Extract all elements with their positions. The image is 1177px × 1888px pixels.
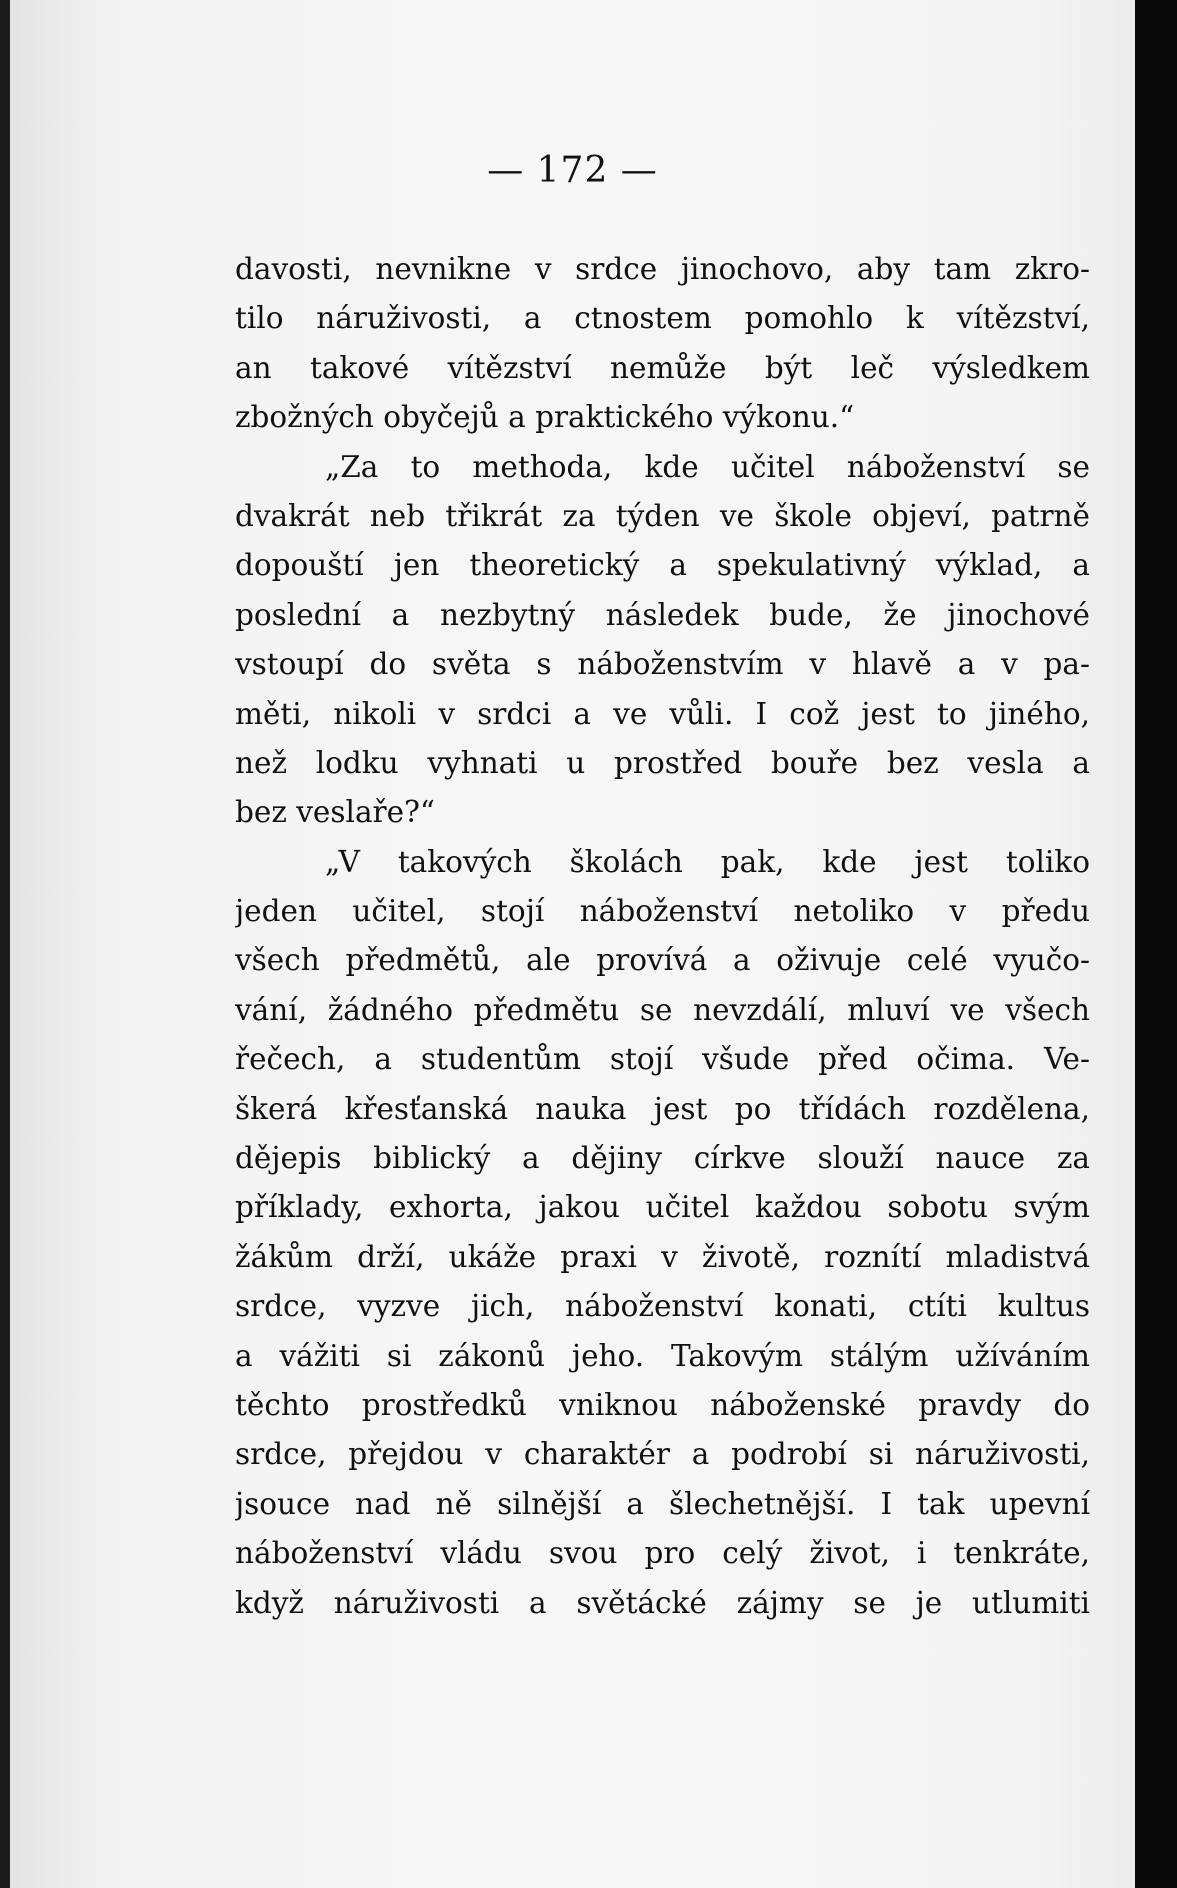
text-line: těchto prostředků vniknou náboženské pravdy do <box>235 1387 1090 1422</box>
text-line: řečech, a studentům stojí všude před očima. Ve- <box>235 1042 1090 1077</box>
text-line: měti, nikoli v srdci a ve vůli. I což jest to jiného, <box>235 696 1090 731</box>
text-line: všech předmětů, ale provívá a oživuje celé vyučo- <box>235 943 1090 978</box>
scan-right-border <box>1135 0 1177 1888</box>
text-line: jeden učitel, stojí náboženství netoliko v předu <box>235 894 1090 929</box>
text-line: a vážiti si zákonů jeho. Takovým stálým užíváním <box>235 1338 1090 1373</box>
text-line: vání, žádného předmětu se nevzdálí, mluví ve všech <box>235 992 1090 1027</box>
text-line: když náruživosti a světácké zájmy se je utlumiti <box>235 1585 1090 1620</box>
text-line: žákům drží, ukáže praxi v životě, roznítí mladistvá <box>235 1239 1090 1274</box>
text-line: dopouští jen theoretický a spekulativný výklad, a <box>235 548 1090 583</box>
text-line: příklady, exhorta, jakou učitel každou sobotu svým <box>235 1190 1090 1225</box>
text-line: „V takových školách pak, kde jest toliko <box>325 844 1090 879</box>
text-line: škerá křesťanská nauka jest po třídách rozdělena, <box>235 1091 1090 1126</box>
book-page <box>10 0 1135 1888</box>
text-line: tilo náruživosti, a ctnostem pomohlo k vítězství, <box>235 301 1090 336</box>
text-line: bez veslaře?“ <box>235 795 436 830</box>
text-line: než lodku vyhnati u prostřed bouře bez vesla a <box>235 745 1090 780</box>
text-line: an takové vítězství nemůže být leč výsledkem <box>235 350 1090 385</box>
text-line: zbožných obyčejů a praktického výkonu.“ <box>235 400 855 435</box>
page-number: — 172 — <box>487 150 658 191</box>
text-line: poslední a nezbytný následek bude, že jinochové <box>235 597 1090 632</box>
text-line: vstoupí do světa s náboženstvím v hlavě a v pa- <box>235 647 1090 682</box>
text-line: srdce, vyzve jich, náboženství konati, ctíti kultus <box>235 1289 1090 1324</box>
text-line: náboženství vládu svou pro celý život, i tenkráte, <box>235 1536 1090 1571</box>
text-line: jsouce nad ně silnější a šlechetnější. I tak upevní <box>235 1486 1090 1521</box>
body-text <box>235 245 1090 1628</box>
text-line: dějepis biblický a dějiny církve slouží nauce za <box>235 1141 1090 1176</box>
text-line: srdce, přejdou v charaktér a podrobí si náruživosti, <box>235 1437 1090 1472</box>
text-line: „Za to methoda, kde učitel náboženství se <box>325 449 1090 484</box>
text-line: dvakrát neb třikrát za týden ve škole objeví, patrně <box>235 498 1090 533</box>
text-line: davosti, nevnikne v srdce jinochovo, aby tam zkro- <box>235 252 1090 286</box>
